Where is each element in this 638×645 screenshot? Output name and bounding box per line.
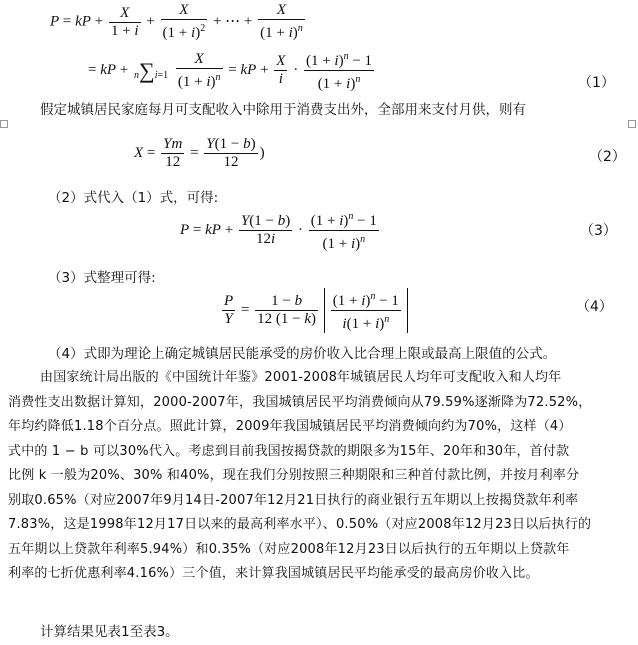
paragraph-line: 比例 k 一般为20%、30% 和40%，现在我们分别按照三种期限和三种首付款比例，并按月利率分 <box>8 468 580 483</box>
paragraph-line: 别取0.65%（对应2007年9月14日-2007年12月21日执行的商业银行五年期以上按揭贷款年利率 <box>8 492 579 508</box>
section-marker-left <box>0 120 8 128</box>
substitute-text: （2）式代入（1）式，可得: <box>48 190 219 206</box>
equation-number-4: （4） <box>576 299 613 315</box>
results-note: 计算结果见表1至表3。 <box>40 624 179 640</box>
equation-4: $\frac{P}{Y}$ = $\frac{1 - b}{12 (1 - k)}$ $\frac{(1 + i)^n - 1}{i(1 + i)^n}$ <box>220 288 408 333</box>
equation-2: X = $\frac{Ym}{12}$ = $\frac{Y(1 - b)}{12}$ ) <box>134 136 265 170</box>
rearrange-text: （3）式整理可得: <box>48 270 156 286</box>
paragraph-line: 由国家统计局出版的《中国统计年鉴》2001-2008年城镇居民人均年可支配收入和人均年 <box>40 370 562 385</box>
formula-description: （4）式即为理论上确定城镇居民能承受的房价收入比合理上限或最高上限值的公式。 <box>48 346 557 362</box>
paragraph-line: 式中的 1 − b 可以30%代入。考虑到目前我国按揭贷款的期限多为15年、20年和30年，首付款 <box>8 443 570 459</box>
assumption-text: 假定城镇居民家庭每月可支配收入中除用于消费支出外，全部用来支付月供，则有 <box>40 102 526 118</box>
equation-3: P = kP + $\frac{Y(1 - b)}{12i}$ · $\frac{(1 + i)^n - 1}{(1 + i)^n}$ <box>180 208 381 253</box>
section-marker-right <box>628 120 636 128</box>
equation-1-line-2: = kP + n∑i=1 $\frac{X}{(1 + i)^n}$ = kP + $\frac{X}{i}$ · $\frac{(1 + i)^n - 1}{(1 + i)^n}$ <box>88 48 376 93</box>
paragraph-line: 消费性支出数据计算知，2000-2007年，我国城镇居民平均消费倾向从79.59%逐渐降为72.52%， <box>8 394 592 410</box>
equation-number-3: （3） <box>580 223 617 239</box>
equation-1-line-1: P = kP + $\frac{X}{1 + i}$ + $\frac{X}{(1 + i)^2}$ + ⋯ + $\frac{X}{(1 + i)^n}$ <box>50 2 303 41</box>
equation-number-2: （2） <box>589 149 626 165</box>
paragraph-line: 7.83%，这是1998年12月17日以来的最高利率水平）、0.50%（对应2008年12月23日以后执行的 <box>8 517 592 532</box>
paragraph-line: 五年期以上贷款年利率5.94%）和0.35%（对应2008年12月23日以后执行的五年期以上贷款年 <box>8 541 570 557</box>
main-paragraph <box>8 366 632 587</box>
equation-number-1: （1） <box>578 75 615 91</box>
paragraph-line: 年均约降低1.18个百分点。照此计算，2009年我国城镇居民平均消费倾向约为70%，这样（4） <box>8 419 572 434</box>
paragraph-line: 利率的七折优惠利率4.16%）三个值，来计算我国城镇居民平均能承受的最高房价收入比。 <box>8 566 539 581</box>
